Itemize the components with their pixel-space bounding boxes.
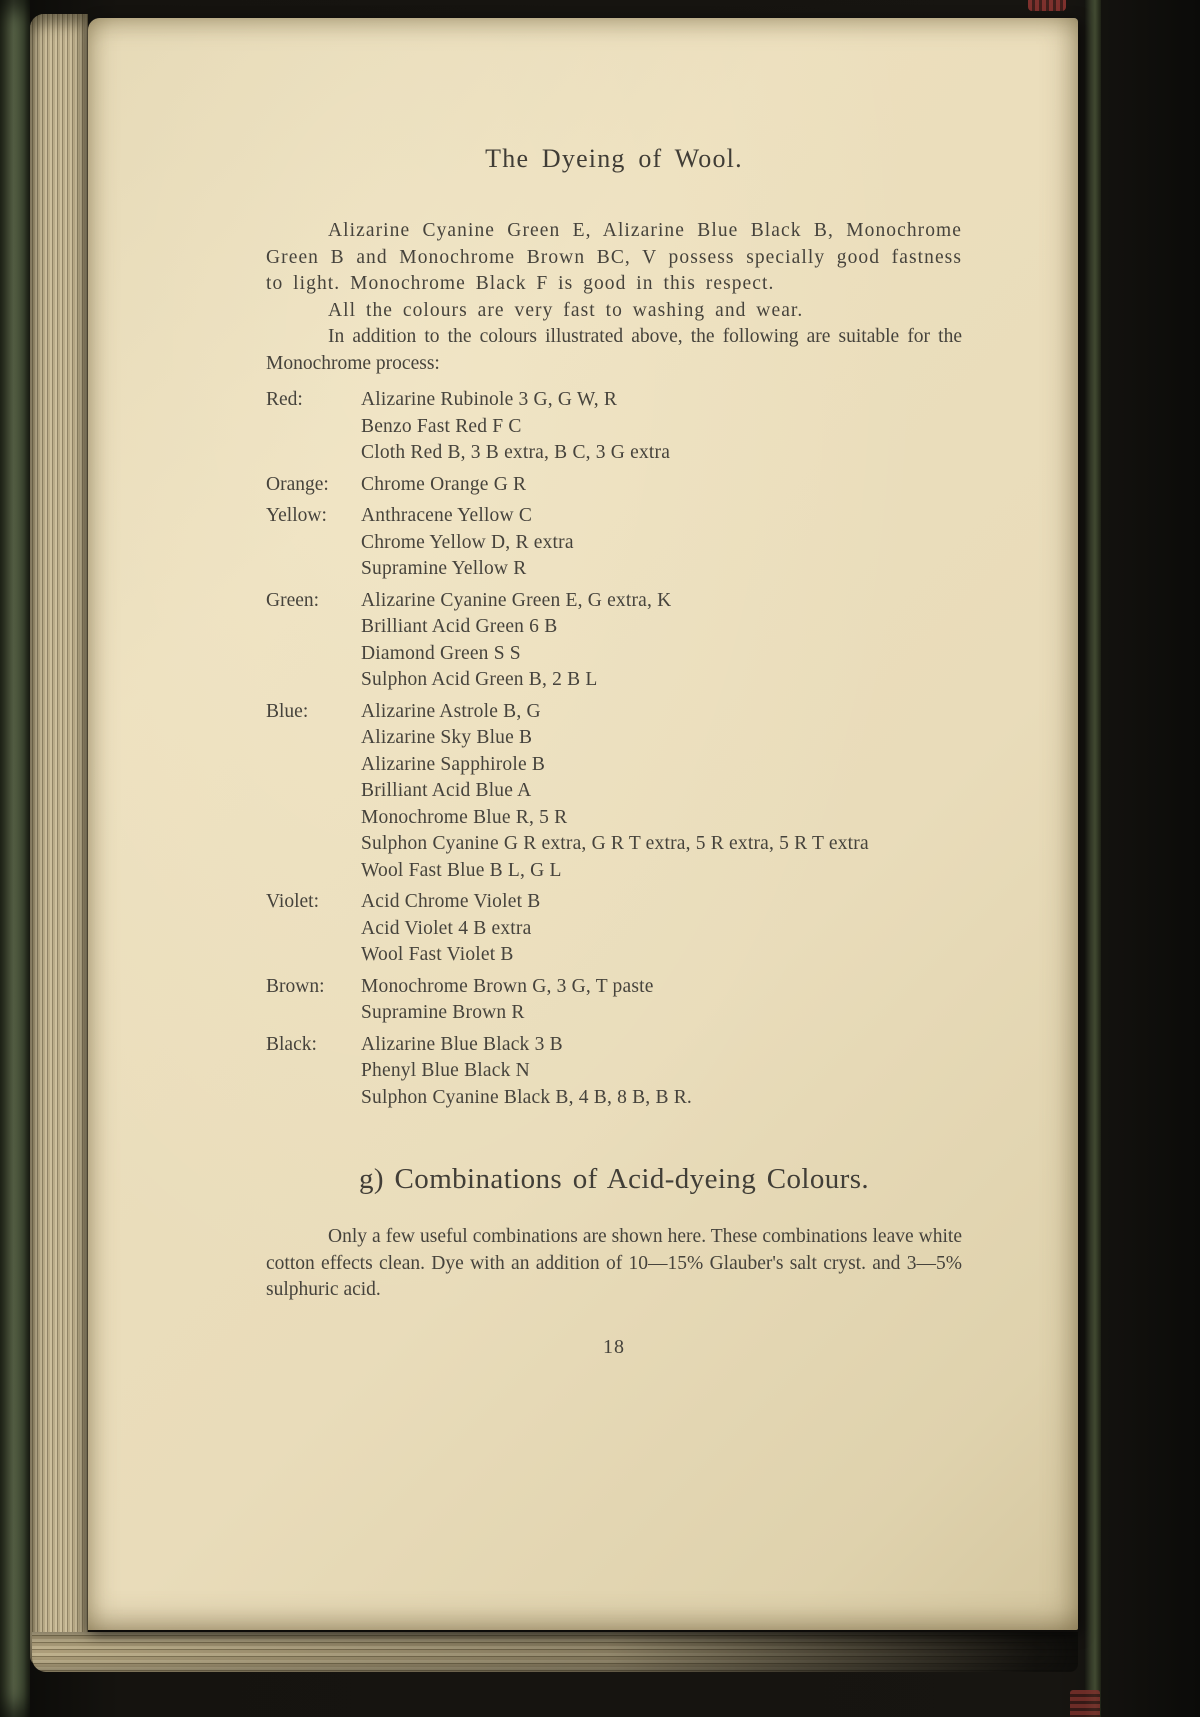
dye-line: Chrome Yellow D, R extra [361, 531, 574, 553]
dye-color-label: Green: [266, 589, 320, 611]
dye-color-label: Orange: [266, 473, 329, 495]
monochrome-dye-list [266, 387, 962, 1111]
dye-group-yellow [266, 503, 962, 583]
dye-line: Alizarine Cyanine Green E, G extra, K [361, 589, 672, 611]
page-edges-bottom [32, 1632, 1078, 1672]
dye-line: Benzo Fast Red F C [361, 415, 522, 437]
dye-line: Sulphon Cyanine G R extra, G R T extra, 5 R extra, 5 R T extra [361, 833, 869, 854]
dye-line: Alizarine Astrole B, G [361, 700, 541, 722]
book-page [88, 18, 1078, 1630]
dye-color-label: Red: [266, 389, 303, 410]
page-number: 18 [603, 1335, 625, 1358]
dye-line: Supramine Brown R [361, 1002, 525, 1023]
intro-paragraph-1: Alizarine Cyanine Green E, Alizarine Blue Black B, Monochrome Green B and Monochrome Brown BC, V possess specially good fastness to light. Monochrome Black F is good in this respect. [266, 220, 962, 294]
dye-line: Wool Fast Blue B L, G L [361, 859, 562, 881]
page-title: The Dyeing of Wool. [485, 144, 743, 173]
dye-group-orange [266, 472, 962, 499]
dye-line: Alizarine Sapphirole B [361, 753, 546, 775]
dye-line: Brilliant Acid Blue A [361, 780, 532, 801]
dye-line: Diamond Green S S [361, 642, 521, 664]
dye-group-red [266, 387, 962, 467]
dye-lines [361, 503, 574, 583]
dye-color-label: Brown: [266, 975, 325, 997]
dye-line: Alizarine Blue Black 3 B [361, 1033, 563, 1055]
dye-lines [361, 472, 526, 499]
dye-color-label: Violet: [266, 891, 319, 912]
headband-bottom [1070, 1690, 1100, 1717]
dye-line: Cloth Red B, 3 B extra, B C, 3 G extra [361, 442, 671, 463]
dye-group-violet [266, 889, 962, 969]
dye-lines [361, 974, 654, 1027]
dye-color-label: Blue: [266, 700, 309, 722]
dye-group-brown [266, 974, 962, 1027]
dye-line: Sulphon Cyanine Black B, 4 B, 8 B, B R. [361, 1086, 692, 1108]
section-paragraph: Only a few useful combinations are shown here. These combinations leave white cotton effects clean. Dye with an addition of 10—15% Glauber's salt cryst. and 3—5% sulphuric acid. [266, 1226, 962, 1300]
dye-lines [361, 387, 670, 467]
dye-line: Phenyl Blue Black N [361, 1060, 530, 1081]
dye-lines [361, 889, 540, 969]
book-cover-right-edge [1084, 0, 1101, 1717]
dye-lines [361, 588, 671, 694]
dye-line: Acid Violet 4 B extra [361, 917, 532, 939]
dye-line: Wool Fast Violet B [361, 944, 514, 965]
dye-lines [361, 699, 869, 885]
intro-paragraph-2: All the colours are very fast to washing and wear. [328, 299, 804, 321]
dye-color-label: Black: [266, 1033, 317, 1055]
dye-line: Acid Chrome Violet B [361, 891, 541, 912]
dye-line: Supramine Yellow R [361, 558, 527, 579]
intro-paragraph-3: In addition to the colours illustrated above, the following are suitable for the Monochrome process: [266, 326, 962, 374]
dye-line: Sulphon Acid Green B, 2 B L [361, 669, 598, 690]
dye-line: Alizarine Rubinole 3 G, G W, R [361, 389, 618, 410]
dye-line: Monochrome Blue R, 5 R [361, 806, 568, 828]
dye-line: Alizarine Sky Blue B [361, 727, 533, 748]
dye-group-blue [266, 699, 962, 885]
dye-line: Brilliant Acid Green 6 B [361, 616, 558, 637]
dye-line: Chrome Orange G R [361, 473, 527, 495]
book-cover-left-edge [0, 0, 30, 1717]
section-heading: g) Combinations of Acid-dyeing Colours. [358, 1163, 870, 1195]
page-edges-left [30, 14, 88, 1666]
dye-color-label: Yellow: [266, 505, 327, 526]
dye-group-green [266, 588, 962, 694]
dye-lines [361, 1032, 692, 1112]
dye-line: Anthracene Yellow C [361, 505, 533, 526]
dye-line: Monochrome Brown G, 3 G, T paste [361, 975, 654, 997]
dye-group-black [266, 1032, 962, 1112]
headband-top [1028, 0, 1066, 11]
